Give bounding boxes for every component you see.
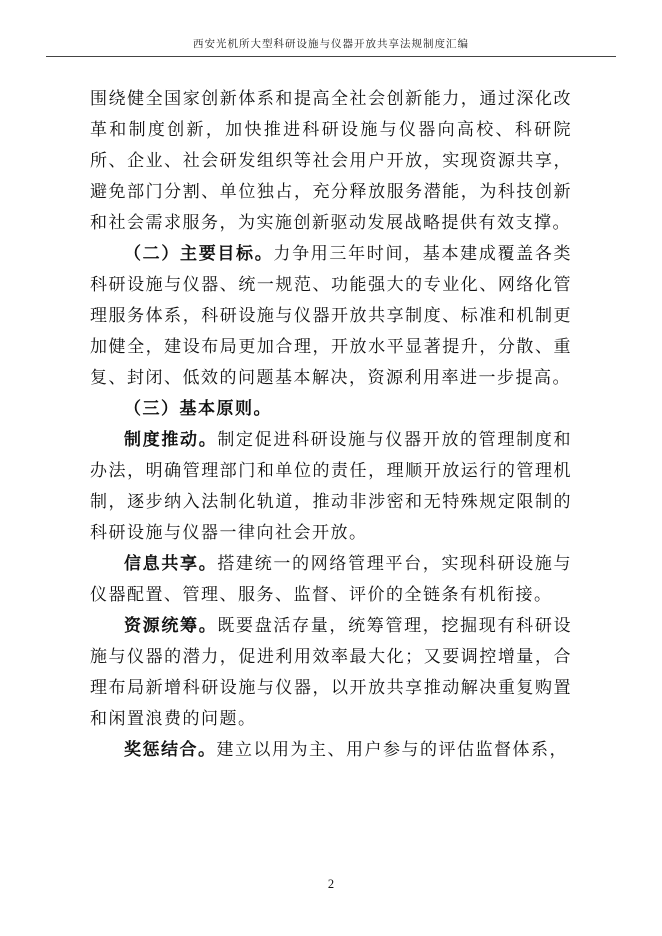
- paragraph-lead: 信息共享。: [124, 554, 218, 573]
- page-footer: [0, 877, 662, 892]
- paragraph-text: 既要盘活存量，统筹管理，挖掘现有科研设施与仪器的潜力，促进利用效率最大化；又要调控增量，合理布局新增科研设施与仪器，以开放共享推动解决重复购置和闲置浪费的问题。: [90, 616, 573, 728]
- header-divider: [46, 56, 616, 57]
- paragraph: [90, 83, 572, 238]
- paragraph-text: 力争用三年时间，基本建成覆盖各类科研设施与仪器、统一规范、功能强大的专业化、网络化管理服务体系，科研设施与仪器开放共享制度、标准和机制更加健全，建设布局更加合理，开放水平显著提升，分散、重复、封闭、低效的问题基本解决，资源利用率进一步提高。: [90, 244, 573, 387]
- paragraph-text: 制定促进科研设施与仪器开放的管理制度和办法，明确管理部门和单位的责任，理顺开放运行的管理机制，逐步纳入法制化轨道，推动非涉密和无特殊规定限制的科研设施与仪器一律向社会开放。: [90, 430, 573, 542]
- paragraph: [90, 393, 572, 424]
- paragraph-text: 建立以用为主、用户参与的评估监督体系，: [216, 740, 568, 759]
- header-title: 西安光机所大型科研设施与仪器开放共享法规制度汇编: [193, 39, 469, 50]
- paragraph-lead: 资源统筹。: [124, 616, 218, 635]
- paragraph: [90, 238, 572, 393]
- paragraph-text: 搭建统一的网络管理平台，实现科研设施与仪器配置、管理、服务、监督、评价的全链条有机衔接。: [90, 554, 573, 604]
- paragraph-text: 围绕健全国家创新体系和提高全社会创新能力，通过深化改革和制度创新，加快推进科研设施与仪器向高校、科研院所、企业、社会研发组织等社会用户开放，实现资源共享，避免部门分割、单位独占，充分释放服务潜能，为科技创新和社会需求服务，为实施创新驱动发展战略提供有效支撑。: [90, 89, 572, 232]
- paragraph: [90, 610, 572, 734]
- paragraph-lead: 制度推动。: [124, 430, 218, 449]
- paragraph-lead: （二）主要目标。: [124, 244, 274, 263]
- paragraph-lead: （三）基本原则。: [124, 399, 272, 418]
- page-number: 2: [327, 877, 335, 891]
- paragraph: [90, 734, 572, 765]
- page-header: [0, 0, 662, 51]
- document-body: [90, 83, 572, 765]
- paragraph: [90, 548, 572, 610]
- paragraph-lead: 奖惩结合。: [124, 740, 217, 759]
- paragraph: [90, 424, 572, 548]
